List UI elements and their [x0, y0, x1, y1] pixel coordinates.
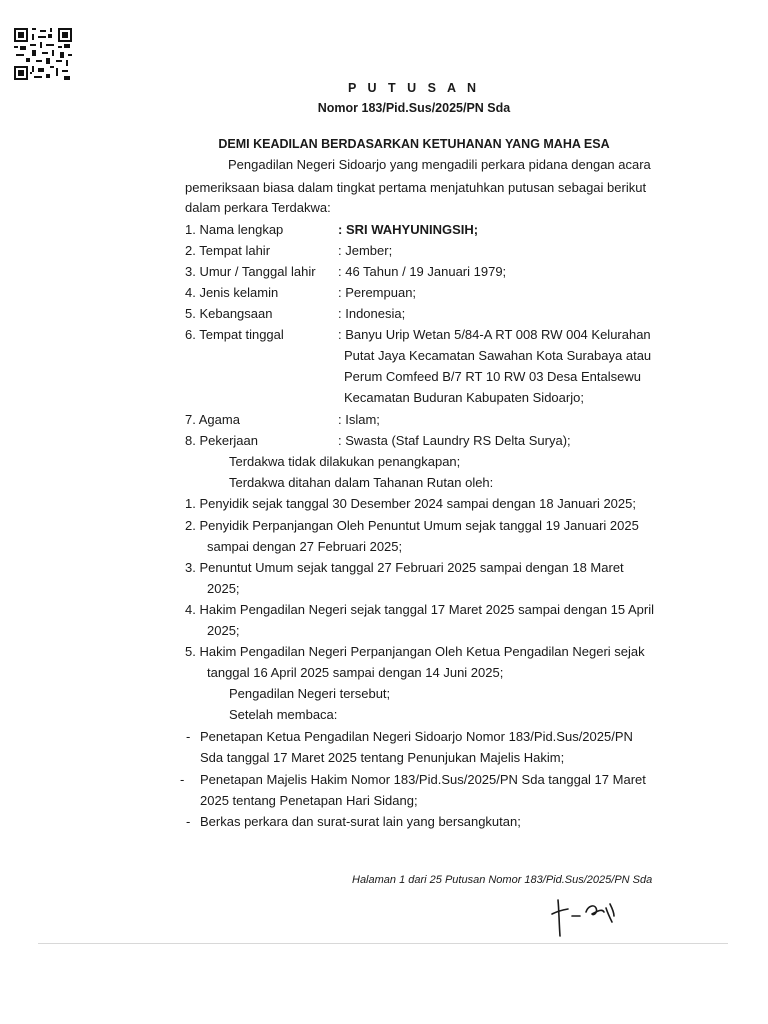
detention-item: 2. Penyidik Perpanjangan Oleh Penuntut Umum sejak tanggal 19 Januari 2025 [185, 518, 639, 533]
detention-item: 1. Penyidik sejak tanggal 30 Desember 2024 sampai dengan 18 Januari 2025; [185, 496, 636, 511]
detention-note: Terdakwa ditahan dalam Tahanan Rutan oleh: [229, 475, 494, 490]
list-bullet: - [186, 814, 191, 829]
case-number: Nomor 183/Pid.Sus/2025/PN Sda [317, 101, 511, 115]
detention-item: 3. Penuntut Umum sejak tanggal 27 Februari 2025 sampai dengan 18 Maret [185, 560, 624, 575]
identity-label: 7. Agama [185, 412, 240, 427]
identity-label: 4. Jenis kelamin [185, 285, 279, 300]
document-item-continuation: 2025 tentang Penetapan Hari Sidang; [200, 793, 418, 808]
address-continuation: Putat Jaya Kecamatan Sawahan Kota Surabaya atau [344, 348, 652, 363]
document-item: Penetapan Majelis Hakim Nomor 183/Pid.Sus/2025/PN Sda tanggal 17 Maret [200, 772, 646, 787]
identity-value: : Jember; [338, 243, 393, 258]
detention-item: 5. Hakim Pengadilan Negeri Perpanjangan Oleh Ketua Pengadilan Negeri sejak [185, 644, 645, 659]
identity-label: 8. Pekerjaan [185, 433, 258, 448]
detention-item-continuation: sampai dengan 27 Februari 2025; [207, 539, 403, 554]
page-footer: Halaman 1 dari 25 Putusan Nomor 183/Pid.Sus/2025/PN Sda [352, 874, 653, 886]
identity-value: : 46 Tahun / 19 Januari 1979; [338, 264, 507, 279]
identity-label: 1. Nama lengkap [185, 222, 284, 237]
identity-label: 6. Tempat tinggal [185, 327, 284, 342]
document-item-continuation: Sda tanggal 17 Maret 2025 tentang Penunjukan Majelis Hakim; [200, 750, 565, 765]
address-continuation: Perum Comfeed B/7 RT 10 RW 03 Desa Entalsewu [344, 369, 641, 384]
signature-mark [548, 892, 638, 940]
identity-value: : Indonesia; [338, 306, 406, 321]
identity-label: 5. Kebangsaan [185, 306, 273, 321]
page-bottom-rule [38, 943, 728, 944]
identity-value: : Islam; [338, 412, 380, 427]
list-bullet: - [180, 772, 185, 787]
detention-item: 4. Hakim Pengadilan Negeri sejak tanggal 17 Maret 2025 sampai dengan 15 April [185, 602, 655, 617]
detention-item-continuation: 2025; [207, 581, 240, 596]
detention-note: Terdakwa tidak dilakukan penangkapan; [229, 454, 461, 469]
qr-code-icon [14, 28, 72, 80]
document-item: Berkas perkara dan surat-surat lain yang bersangkutan; [200, 814, 521, 829]
after-reading: Setelah membaca: [229, 707, 338, 722]
intro-line: pemeriksaan biasa dalam tingkat pertama menjatuhkan putusan sebagai berikut [185, 180, 647, 195]
identity-value: : Perempuan; [338, 285, 417, 300]
defendant-name: : SRI WAHYUNINGSIH; [338, 222, 479, 237]
court-statement: Pengadilan Negeri tersebut; [229, 686, 391, 701]
document-item: Penetapan Ketua Pengadilan Negeri Sidoarjo Nomor 183/Pid.Sus/2025/PN [200, 729, 633, 744]
document-title: P U T U S A N [347, 81, 481, 95]
identity-value: : Banyu Urip Wetan 5/84-A RT 008 RW 004 Kelurahan [338, 327, 651, 342]
identity-value: : Swasta (Staf Laundry RS Delta Surya); [338, 433, 571, 448]
identity-label: 3. Umur / Tanggal lahir [185, 264, 316, 279]
detention-item-continuation: 2025; [207, 623, 240, 638]
intro-line: Pengadilan Negeri Sidoarjo yang mengadili perkara pidana dengan acara [228, 157, 651, 172]
list-bullet: - [186, 729, 191, 744]
intro-line: dalam perkara Terdakwa: [185, 200, 331, 215]
invocation-heading: DEMI KEADILAN BERDASARKAN KETUHANAN YANG MAHA ESA [218, 137, 610, 151]
address-continuation: Kecamatan Buduran Kabupaten Sidoarjo; [344, 390, 584, 405]
detention-item-continuation: tanggal 16 April 2025 sampai dengan 14 Juni 2025; [207, 665, 504, 680]
identity-label: 2. Tempat lahir [185, 243, 271, 258]
